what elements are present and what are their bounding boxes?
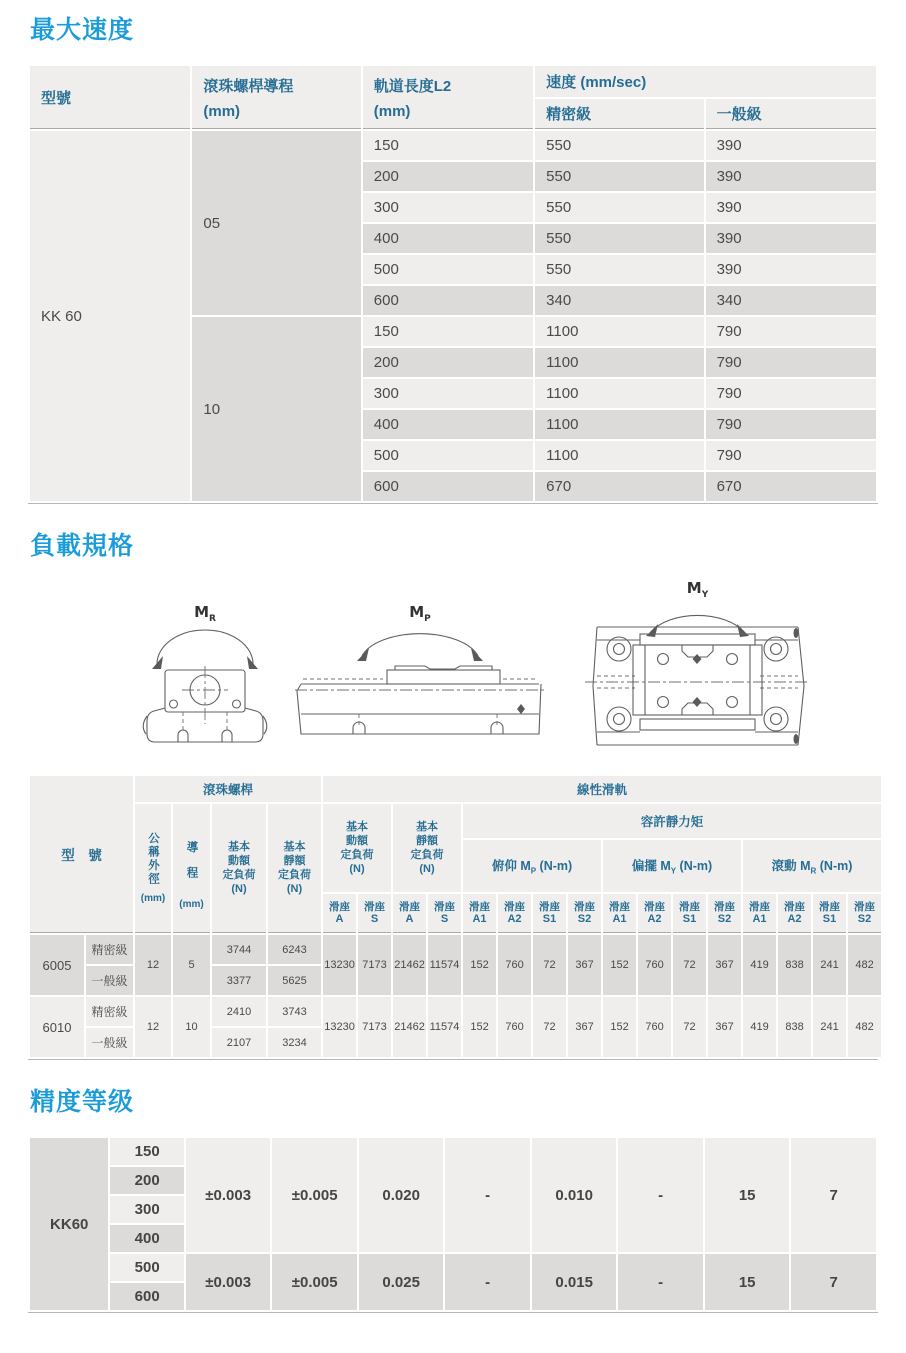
speed-cell: 790 [706, 317, 876, 346]
precision-value-cell: ±0.003 [186, 1254, 271, 1310]
carriage-header: 滑座 A2 [778, 894, 811, 933]
load-header-mp: 俯仰 $M_P$ (N-m) [463, 840, 601, 892]
load-header-moment-group: 容許靜力矩 [463, 804, 881, 838]
speed-cell: 550 [535, 131, 703, 160]
load-spec-table [28, 774, 883, 1059]
lg-stat-s-cell: 11574 [428, 935, 461, 995]
lg-stat-a-cell: 21462 [393, 997, 426, 1057]
precision-value-cell: 15 [705, 1254, 790, 1310]
precision-value-cell: - [445, 1254, 530, 1310]
lead-cell: 05 [192, 131, 360, 315]
speed-cell: 670 [706, 472, 876, 501]
precision-value-cell: - [618, 1254, 703, 1310]
speed-cell: 340 [535, 286, 703, 315]
bs-stat-cell: 6243 [268, 935, 321, 964]
grade-cell: 精密級 [86, 997, 133, 1026]
lg-dyn-s-cell: 7173 [358, 935, 391, 995]
my-label: $M_Y$ [686, 579, 709, 600]
col-header-lead-text: 滾珠螺桿導程 [203, 77, 294, 95]
max-speed-table-wrap [28, 64, 878, 504]
speed-cell: 340 [706, 286, 876, 315]
carriage-header: 滑座 S2 [848, 894, 881, 933]
precision-table-wrap [28, 1136, 878, 1313]
speed-cell: 390 [706, 224, 876, 253]
precision-value-cell: ±0.005 [272, 1138, 357, 1252]
carriage-header: 滑座 A1 [463, 894, 496, 933]
col-header-model: 型號 [30, 66, 190, 129]
lead-cell: 5 [173, 935, 210, 995]
mr-front-view-drawing [140, 622, 270, 748]
precision-value-cell: 0.015 [532, 1254, 617, 1310]
speed-cell: 790 [706, 379, 876, 408]
load-header-my: 偏擺 $M_Y$ (N-m) [603, 840, 741, 892]
precision-value-cell: 0.025 [359, 1254, 444, 1310]
od-cell: 12 [135, 935, 171, 995]
speed-cell: 500 [363, 441, 533, 470]
speed-cell: 200 [363, 162, 533, 191]
lg-dyn-s-cell: 7173 [358, 997, 391, 1057]
grade-cell: 一般級 [86, 966, 133, 995]
speed-cell: 1100 [535, 379, 703, 408]
speed-cell: 1100 [535, 348, 703, 377]
moment-diagrams [28, 580, 878, 760]
precision-value-cell: ±0.003 [186, 1138, 271, 1252]
carriage-header: 滑座 A [393, 894, 426, 933]
model-cell: KK 60 [30, 131, 190, 501]
length-cell: 500 [110, 1254, 183, 1281]
mp-cell: 367 [568, 997, 601, 1057]
precision-value-cell: 0.020 [359, 1138, 444, 1252]
speed-cell: 550 [535, 193, 703, 222]
lg-stat-s-cell: 11574 [428, 997, 461, 1057]
grade-cell: 一般級 [86, 1028, 133, 1057]
my-top-view-drawing [585, 594, 810, 754]
col-header-lead-unit: (mm) [203, 102, 241, 120]
precision-value-cell: 0.010 [532, 1138, 617, 1252]
mp-cell: 760 [498, 935, 531, 995]
precision-value-cell: - [445, 1138, 530, 1252]
precision-value-cell: - [618, 1138, 703, 1252]
load-header-bs-static: 基本 靜額 定負荷 (N) [268, 804, 321, 933]
load-header-model: 型 號 [30, 776, 133, 933]
bs-dyn-cell: 2107 [212, 1028, 266, 1057]
mr-cell: 419 [743, 997, 776, 1057]
load-diagram-mr [140, 604, 270, 748]
mp-cell: 760 [498, 997, 531, 1057]
mp-side-view-drawing [295, 620, 545, 742]
lead-cell: 10 [192, 317, 360, 501]
bs-stat-cell: 5625 [268, 966, 321, 995]
bs-stat-cell: 3234 [268, 1028, 321, 1057]
carriage-header: 滑座 S [358, 894, 391, 933]
speed-cell: 150 [363, 131, 533, 160]
length-cell: 600 [110, 1283, 183, 1310]
speed-cell: 390 [706, 193, 876, 222]
load-spec-table-wrap [28, 774, 878, 1060]
precision-value-cell: 7 [791, 1138, 876, 1252]
mp-cell: 367 [568, 935, 601, 995]
load-header-bs-dynamic: 基本 動額 定負荷 (N) [212, 804, 266, 933]
load-header-lead: 導程 (mm) [173, 804, 210, 933]
carriage-header: 滑座 S1 [673, 894, 706, 933]
my-cell: 760 [638, 935, 671, 995]
col-header-rail-length [363, 66, 533, 129]
length-cell: 150 [110, 1138, 183, 1165]
speed-cell: 790 [706, 441, 876, 470]
precision-value-cell: 7 [791, 1254, 876, 1310]
section-title-precision: 精度等级 [30, 1088, 135, 1116]
lead-cell: 10 [173, 997, 210, 1057]
carriage-header: 滑座 S2 [708, 894, 741, 933]
speed-cell: 1100 [535, 317, 703, 346]
mr-cell: 482 [848, 935, 881, 995]
my-cell: 760 [638, 997, 671, 1057]
load-header-lg-dynamic: 基本 動額 定負荷 (N) [323, 804, 391, 892]
speed-cell: 600 [363, 286, 533, 315]
precision-value-cell: 15 [705, 1138, 790, 1252]
load-header-mr: 滾動 $M_R$ (N-m) [743, 840, 881, 892]
length-cell: 300 [110, 1196, 183, 1223]
load-model-cell: 6005 [30, 935, 84, 995]
col-header-general-grade: 一般級 [706, 99, 876, 129]
precision-value-cell: ±0.005 [272, 1254, 357, 1310]
my-cell: 72 [673, 997, 706, 1057]
col-header-precision-grade: 精密級 [535, 99, 703, 129]
length-cell: 400 [110, 1225, 183, 1252]
speed-cell: 790 [706, 348, 876, 377]
speed-cell: 390 [706, 162, 876, 191]
mp-cell: 72 [533, 935, 566, 995]
mr-cell: 241 [813, 935, 846, 995]
col-header-rail-unit: (mm) [373, 102, 411, 120]
my-cell: 72 [673, 935, 706, 995]
mp-cell: 152 [463, 997, 496, 1057]
mr-label: $M_R$ [194, 603, 216, 624]
load-diagram-mp [295, 604, 545, 742]
my-cell: 367 [708, 935, 741, 995]
bs-stat-cell: 3743 [268, 997, 321, 1026]
carriage-header: 滑座 S [428, 894, 461, 933]
section-title-load-spec: 負載規格 [30, 532, 135, 560]
od-cell: 12 [135, 997, 171, 1057]
section-title-max-speed: 最大速度 [30, 16, 135, 44]
speed-cell: 390 [706, 131, 876, 160]
carriage-header: 滑座 A2 [498, 894, 531, 933]
mr-cell: 838 [778, 997, 811, 1057]
speed-cell: 550 [535, 255, 703, 284]
speed-cell: 390 [706, 255, 876, 284]
carriage-header: 滑座 A2 [638, 894, 671, 933]
speed-cell: 500 [363, 255, 533, 284]
lg-dyn-a-cell: 13230 [323, 997, 356, 1057]
precision-grade-table [28, 1136, 878, 1312]
load-header-lg-static: 基本 靜額 定負荷 (N) [393, 804, 461, 892]
mr-cell: 838 [778, 935, 811, 995]
speed-cell: 670 [535, 472, 703, 501]
carriage-header: 滑座 A1 [743, 894, 776, 933]
col-header-rail-text: 軌道長度L2 [373, 77, 452, 95]
my-cell: 152 [603, 997, 636, 1057]
my-cell: 152 [603, 935, 636, 995]
speed-cell: 200 [363, 348, 533, 377]
speed-cell: 600 [363, 472, 533, 501]
speed-cell: 300 [363, 193, 533, 222]
mp-cell: 152 [463, 935, 496, 995]
speed-cell: 400 [363, 224, 533, 253]
lg-stat-a-cell: 21462 [393, 935, 426, 995]
mp-label: $M_P$ [409, 603, 431, 624]
carriage-header: 滑座 S1 [813, 894, 846, 933]
mr-cell: 482 [848, 997, 881, 1057]
speed-cell: 790 [706, 410, 876, 439]
mr-cell: 419 [743, 935, 776, 995]
bs-dyn-cell: 3744 [212, 935, 266, 964]
load-header-od: 公稱外徑 (mm) [135, 804, 171, 933]
lg-dyn-a-cell: 13230 [323, 935, 356, 995]
max-speed-table [28, 64, 878, 503]
bs-dyn-cell: 3377 [212, 966, 266, 995]
load-header-ballscrew-group: 滾珠螺桿 [135, 776, 321, 802]
carriage-header: 滑座 A [323, 894, 356, 933]
carriage-header: 滑座 A1 [603, 894, 636, 933]
mr-cell: 241 [813, 997, 846, 1057]
grade-cell: 精密級 [86, 935, 133, 964]
length-cell: 200 [110, 1167, 183, 1194]
col-header-lead [192, 66, 360, 129]
load-model-cell: 6010 [30, 997, 84, 1057]
speed-cell: 1100 [535, 410, 703, 439]
my-cell: 367 [708, 997, 741, 1057]
load-diagram-my [585, 580, 810, 754]
speed-cell: 550 [535, 224, 703, 253]
carriage-header: 滑座 S2 [568, 894, 601, 933]
load-header-guideway-group: 線性滑軌 [323, 776, 881, 802]
carriage-header: 滑座 S1 [533, 894, 566, 933]
mp-cell: 72 [533, 997, 566, 1057]
speed-cell: 550 [535, 162, 703, 191]
speed-cell: 300 [363, 379, 533, 408]
speed-cell: 400 [363, 410, 533, 439]
speed-cell: 1100 [535, 441, 703, 470]
speed-cell: 150 [363, 317, 533, 346]
bs-dyn-cell: 2410 [212, 997, 266, 1026]
precision-model-cell: KK60 [30, 1138, 108, 1310]
col-header-speed: 速度 (mm/sec) [535, 66, 876, 97]
